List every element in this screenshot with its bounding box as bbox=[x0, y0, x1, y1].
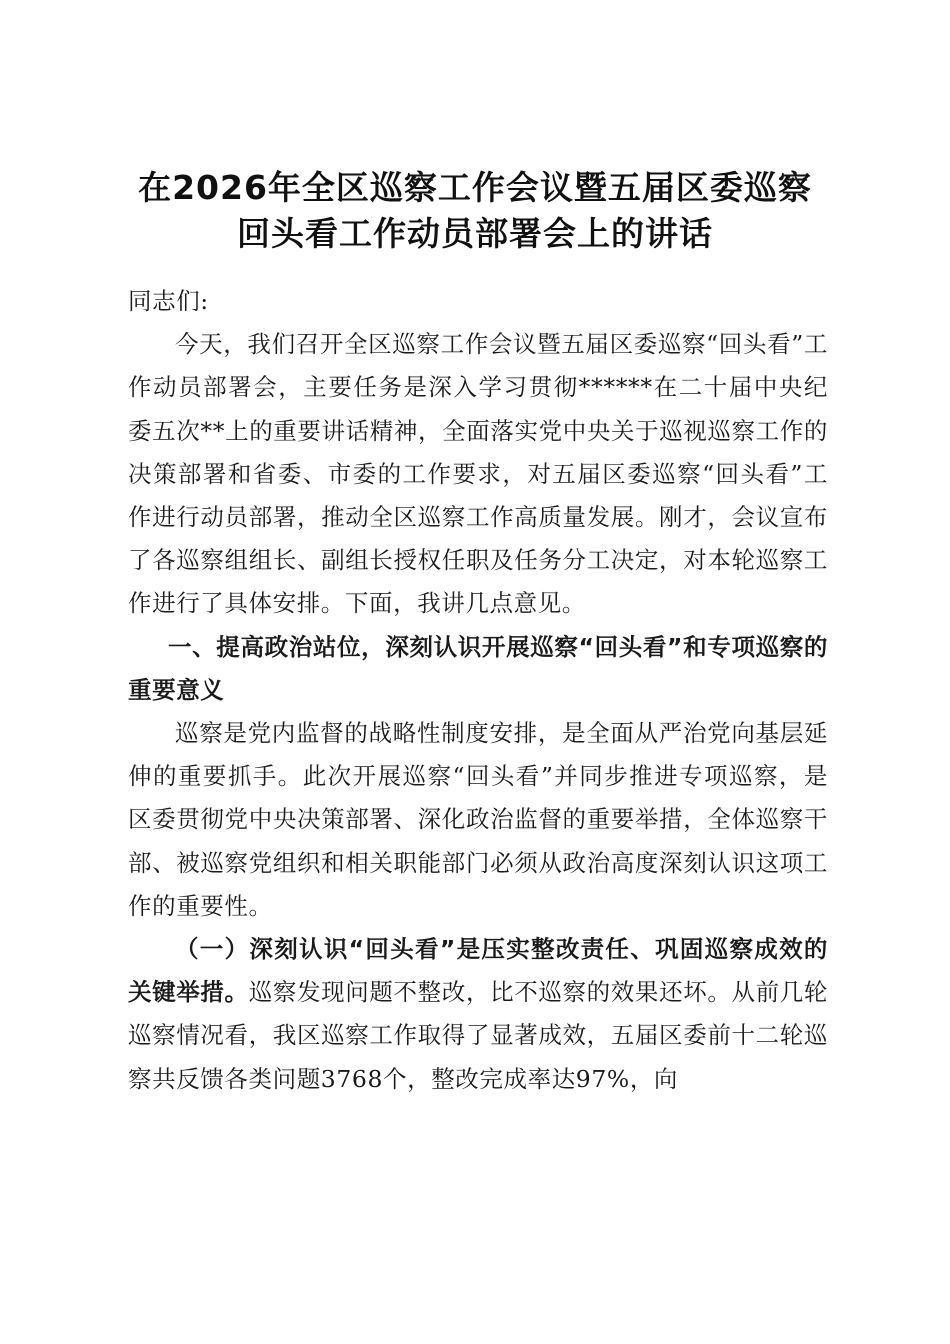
document-body bbox=[128, 280, 828, 1101]
title-line-1: 在2026年全区巡察工作会议暨五届区委巡察 bbox=[138, 168, 812, 207]
subsection-lead: （一）深刻认识“回头看”是压实整改责任、巩固巡察成效的关键举措。 bbox=[128, 935, 828, 1007]
title-line-2: 回头看工作动员部署会上的讲话 bbox=[237, 214, 713, 253]
subsection-text: 巡察发现问题不整改，比不巡察的效果还坏。从前几轮巡察情况看，我区巡察工作取得了显著成效，五届区委前十二轮巡察共反馈各类问题3768个，整改完成率达97%，向 bbox=[128, 978, 829, 1093]
section-heading-1: 一、提高政治站位，深刻认识开展巡察“回头看”和专项巡察的重要意义 bbox=[128, 632, 828, 704]
paragraph-section-1: 巡察是党内监督的战略性制度安排，是全面从严治党向基层延伸的重要抓手。此次开展巡察“回头看”并同步推进专项巡察，是区委贯彻党中央决策部署、深化政治监督的重要举措，全体巡察干部、被巡察党组织和相关职能部门必须从政治高度深刻认识这项工作的重要性。 bbox=[128, 719, 828, 920]
salutation: 同志们: bbox=[128, 287, 209, 315]
paragraph-intro: 今天，我们召开全区巡察工作会议暨五届区委巡察“回头看”工作动员部署会，主要任务是深入学习贯彻******在二十届中央纪委五次**上的重要讲话精神，全面落实党中央关于巡视巡察工作的决策部署和省委、市委的工作要求，对五届区委巡察“回头看”工作进行动员部署，推动全区巡察工作高质量发展。刚才，会议宣布了各巡察组组长、副组长授权任职及任务分工决定，对本轮巡察工作进行了具体安排。下面，我讲几点意见。 bbox=[128, 330, 828, 618]
paragraph-subsection-1 bbox=[128, 928, 828, 1101]
document-title bbox=[120, 165, 830, 257]
